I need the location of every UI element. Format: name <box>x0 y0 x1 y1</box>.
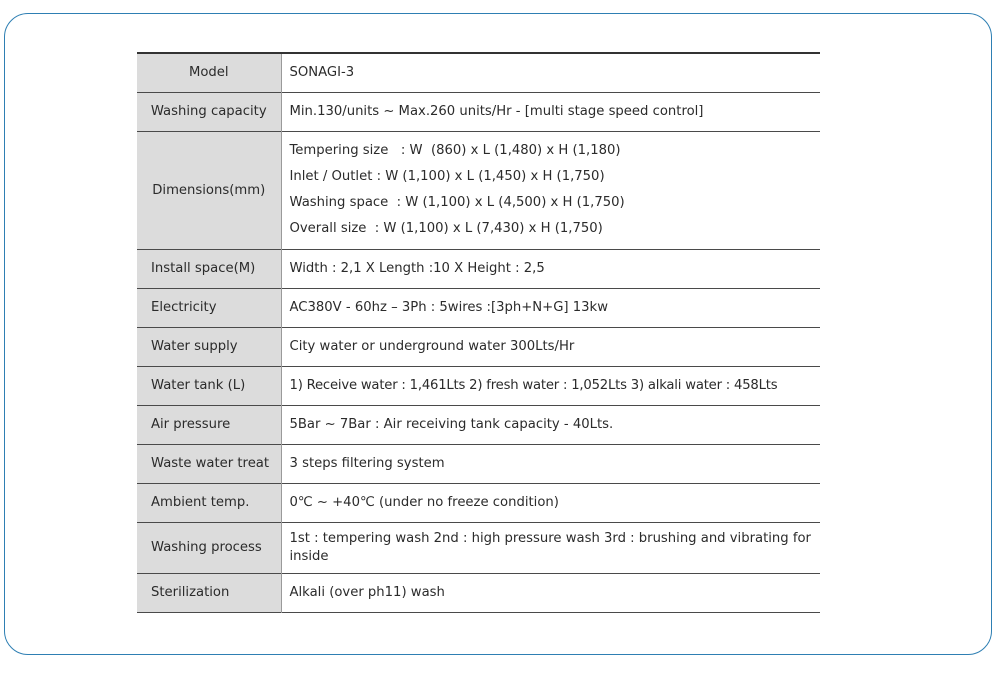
table-row <box>137 483 820 522</box>
row-value: Min.130/units ~ Max.260 units/Hr - [multi stage speed control] <box>289 103 704 119</box>
dimension-line: Tempering size : W (860) x L (1,480) x H (1,180) <box>289 143 621 158</box>
row-label: Electricity <box>137 288 281 327</box>
row-label: Waste water treat <box>137 444 281 483</box>
row-value: 1st : tempering wash 2nd : high pressure wash 3rd : brushing and vibrating for inside <box>289 531 811 564</box>
table-row <box>137 131 820 249</box>
row-value-multiline <box>281 131 820 249</box>
row-value: 0℃ ~ +40℃ (under no freeze condition) <box>289 494 559 510</box>
row-value: 3 steps filtering system <box>289 455 445 471</box>
row-label: Model <box>137 53 281 92</box>
table-row <box>137 366 820 405</box>
table-row <box>137 405 820 444</box>
table-row <box>137 249 820 288</box>
dimension-line: Overall size : W (1,100) x L (7,430) x H (1,750) <box>289 221 603 236</box>
table-row <box>137 53 820 92</box>
row-label: Washing capacity <box>137 92 281 131</box>
table-row <box>137 522 820 573</box>
row-value: 5Bar ~ 7Bar : Air receiving tank capacity - 40Lts. <box>289 416 614 432</box>
table-row <box>137 444 820 483</box>
row-value: Alkali (over ph11) wash <box>289 584 445 600</box>
row-value: City water or underground water 300Lts/Hr <box>289 338 575 354</box>
row-label: Sterilization <box>137 573 281 612</box>
table-row <box>137 327 820 366</box>
row-label: Air pressure <box>137 405 281 444</box>
dimension-line: Inlet / Outlet : W (1,100) x L (1,450) x H (1,750) <box>289 169 605 184</box>
row-label: Ambient temp. <box>137 483 281 522</box>
dimension-line: Washing space : W (1,100) x L (4,500) x H (1,750) <box>289 195 625 210</box>
row-label: Water tank (L) <box>137 366 281 405</box>
row-value: Width : 2,1 X Length :10 X Height : 2,5 <box>289 260 545 276</box>
row-label: Water supply <box>137 327 281 366</box>
row-label: Dimensions(mm) <box>137 131 281 249</box>
row-value: SONAGI-3 <box>289 65 355 81</box>
row-label: Washing process <box>137 522 281 573</box>
spec-table <box>137 52 820 613</box>
table-row <box>137 92 820 131</box>
row-value: AC380V - 60hz – 3Ph : 5wires :[3ph+N+G] 13kw <box>289 299 608 315</box>
row-value: 1) Receive water : 1,461Lts 2) fresh water : 1,052Lts 3) alkali water : 458Lts <box>289 377 778 393</box>
table-row <box>137 573 820 612</box>
table-row <box>137 288 820 327</box>
row-label: Install space(M) <box>137 249 281 288</box>
